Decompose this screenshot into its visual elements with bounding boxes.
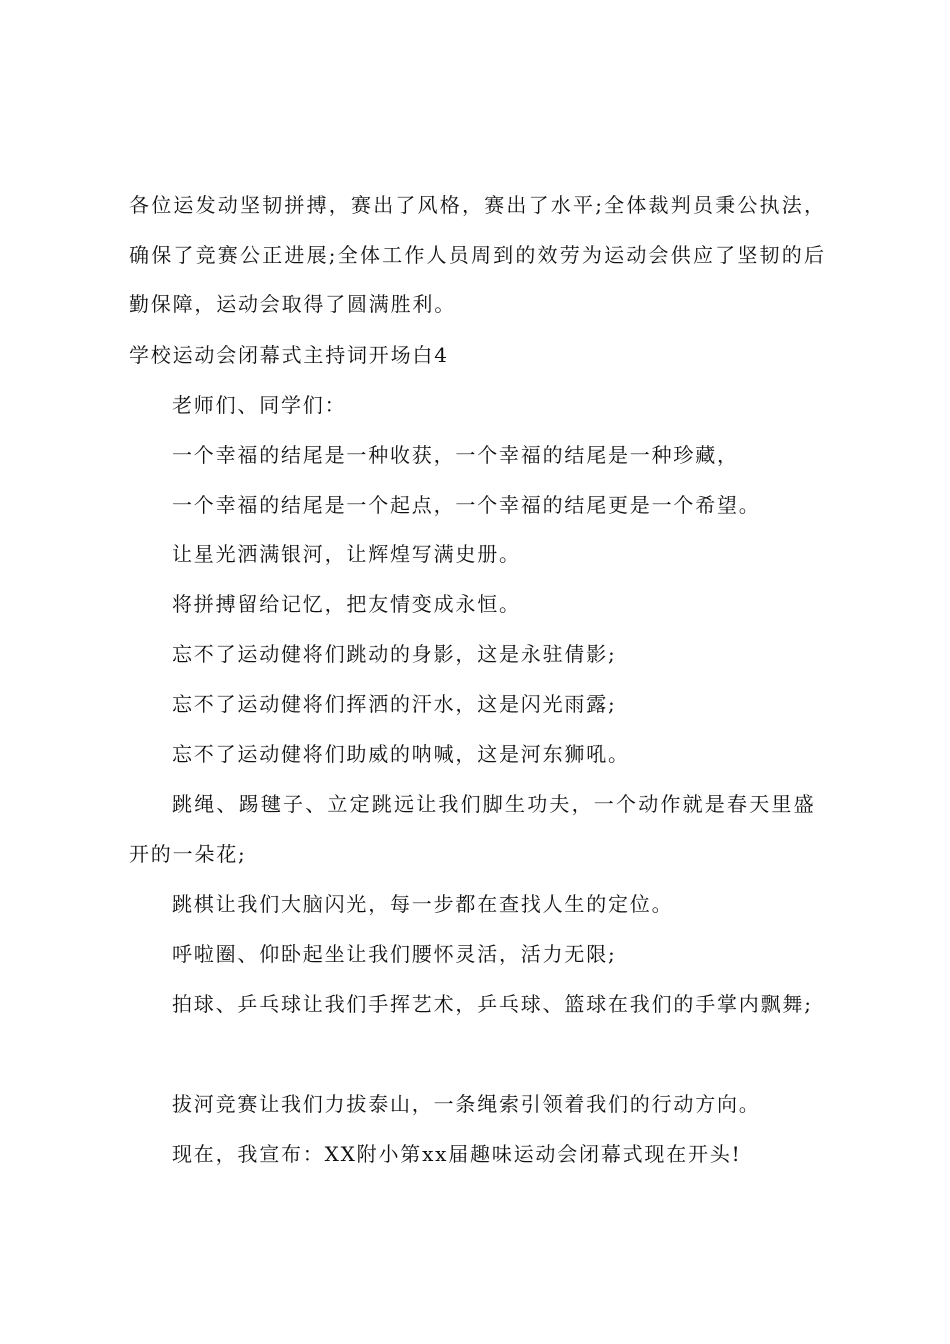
paragraph-8: 跳绳、踢毽子、立定跳远让我们脚生功夫，一个动作就是春天里盛	[172, 792, 816, 816]
paragraph-10: 呼啦圈、仰卧起坐让我们腰怀灵活，活力无限;	[172, 942, 617, 966]
intro-line-2: 确保了竞赛公正进展;全体工作人员周到的效劳为运动会供应了坚韧的后	[129, 243, 827, 267]
paragraph-4: 将拼搏留给记忆，把友情变成永恒。	[172, 592, 521, 616]
paragraph-11: 拍球、乒乓球让我们手挥艺术，乒乓球、篮球在我们的手掌内飘舞;	[172, 992, 813, 1016]
paragraph-6: 忘不了运动健将们挥洒的汗水，这是闪光雨露;	[172, 692, 617, 716]
paragraph-2: 一个幸福的结尾是一个起点，一个幸福的结尾更是一个希望。	[172, 493, 761, 517]
paragraph-5: 忘不了运动健将们跳动的身影，这是永驻倩影;	[172, 642, 617, 666]
paragraph-3: 让星光洒满银河，让辉煌写满史册。	[172, 542, 521, 566]
paragraph-8-continuation: 开的一朵花;	[129, 842, 247, 866]
intro-line-3: 勤保障，运动会取得了圆满胜利。	[129, 292, 456, 316]
paragraph-9: 跳棋让我们大脑闪光，每一步都在查找人生的定位。	[172, 892, 674, 916]
section-title: 学校运动会闭幕式主持词开场白4	[129, 343, 449, 367]
greeting: 老师们、同学们：	[172, 393, 347, 417]
paragraph-1: 一个幸福的结尾是一种收获，一个幸福的结尾是一种珍藏，	[172, 443, 739, 467]
intro-line-1: 各位运发动坚韧拼搏，赛出了风格，赛出了水平;全体裁判员秉公执法，	[129, 193, 827, 217]
paragraph-7: 忘不了运动健将们助威的呐喊，这是河东狮吼。	[172, 742, 630, 766]
paragraph-12: 拔河竞赛让我们力拔泰山，一条绳索引领着我们的行动方向。	[172, 1092, 761, 1116]
paragraph-13: 现在，我宣布：XX附小第xx届趣味运动会闭幕式现在开头!	[172, 1142, 742, 1166]
